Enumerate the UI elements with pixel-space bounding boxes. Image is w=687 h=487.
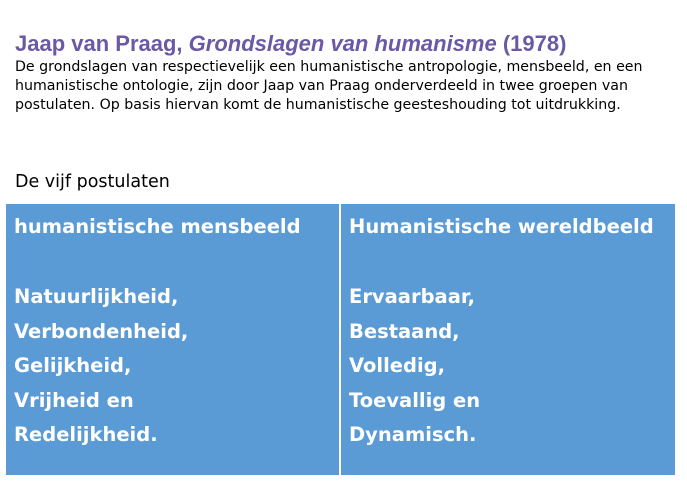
list-item: Toevallig en bbox=[349, 388, 481, 412]
mensbeeld-list bbox=[14, 280, 331, 453]
title-work: Grondslagen van humanisme bbox=[188, 31, 497, 56]
section-title: De vijf postulaten bbox=[15, 172, 170, 192]
list-item: Dynamisch. bbox=[349, 423, 477, 446]
wereldbeeld-list bbox=[349, 280, 667, 453]
column-header-wereldbeeld: Humanistische wereldbeeld bbox=[349, 215, 654, 238]
table-column-mensbeeld bbox=[6, 204, 341, 475]
page-title bbox=[15, 31, 566, 57]
title-author: Jaap van Praag, bbox=[15, 31, 189, 56]
list-item: Bestaand, bbox=[349, 319, 460, 343]
list-item: Vrijheid en bbox=[14, 388, 134, 412]
postulates-table bbox=[6, 204, 675, 475]
intro-paragraph: De grondslagen van respectievelijk een humanistische antropologie, mensbeeld, en een humanistische ontologie, zijn door Jaap van Praag onderverdeeld in twee groepen van postulaten. Op basis hiervan komt de humanistische geesteshouding tot uitdrukking. bbox=[15, 59, 643, 113]
list-item: Gelijkheid, bbox=[14, 354, 132, 377]
list-item: Volledig, bbox=[349, 354, 446, 377]
list-item: Redelijkheid. bbox=[14, 423, 158, 446]
table-column-wereldbeeld bbox=[341, 204, 675, 475]
column-header-mensbeeld: humanistische mensbeeld bbox=[14, 215, 301, 238]
list-item: Verbondenheid, bbox=[14, 319, 189, 343]
list-item: Natuurlijkheid, bbox=[14, 285, 179, 308]
title-year: (1978) bbox=[496, 31, 567, 56]
list-item: Ervaarbaar, bbox=[349, 285, 476, 308]
